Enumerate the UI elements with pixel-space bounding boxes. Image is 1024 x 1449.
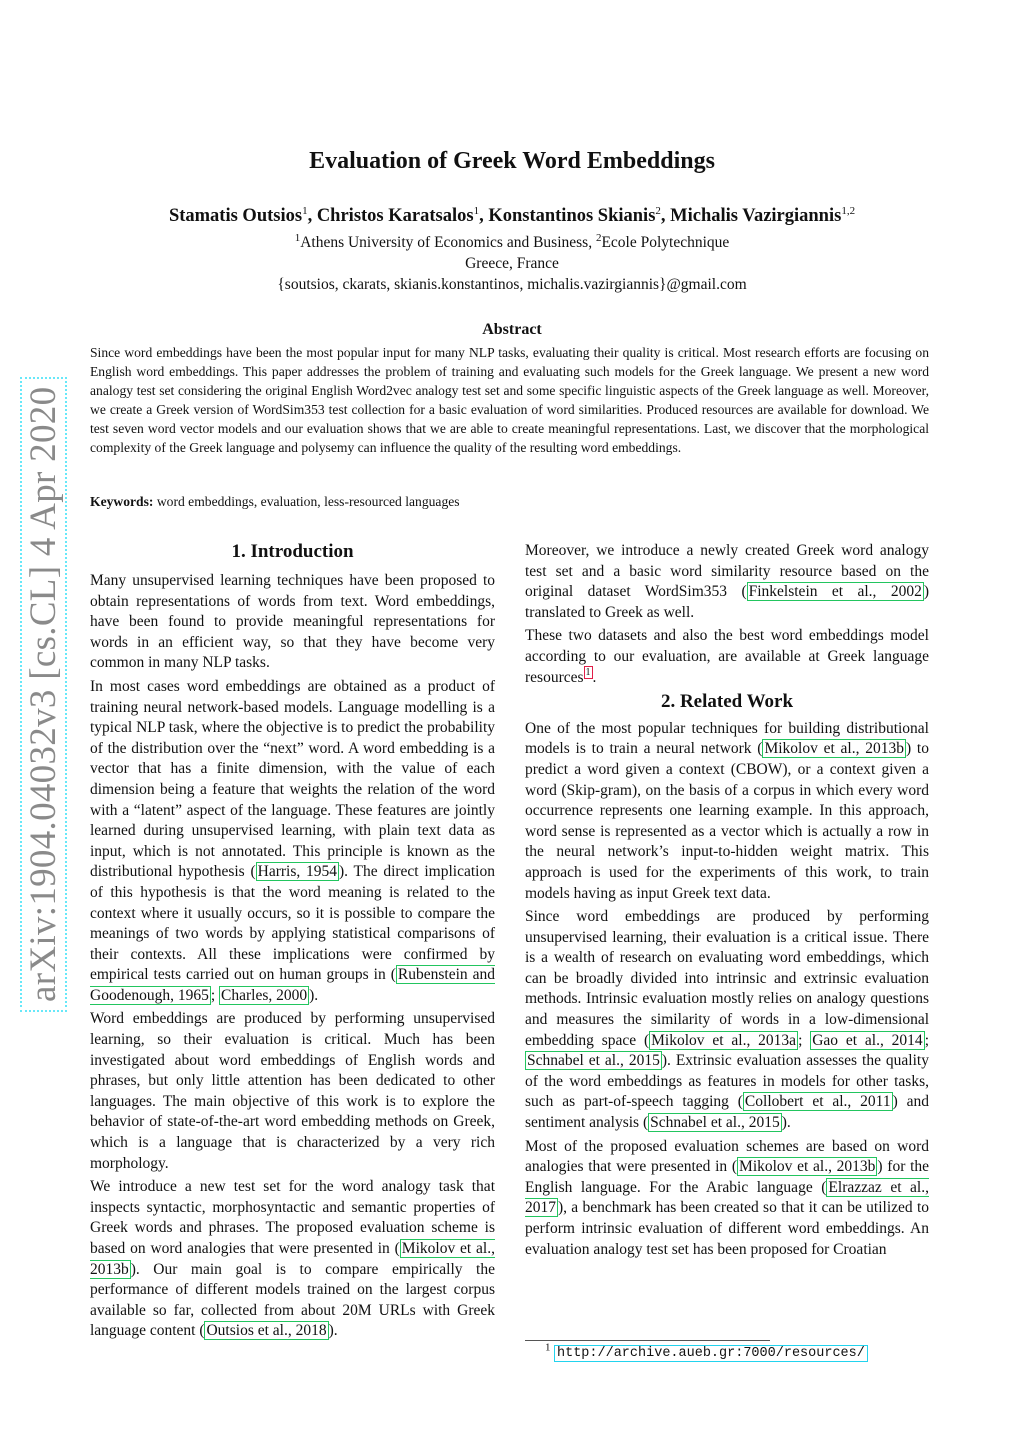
text-run: We introduce a new test set for the word analogy task that inspects syntactic, morphosyntactic and semantic properties of Greek words and phrases. The proposed evaluation scheme is based on word analogies that were presented in ( (90, 1178, 495, 1257)
citation-link[interactable]: Schnabel et al., 2015 (527, 1052, 660, 1070)
paragraph: Many unsupervised learning techniques have been proposed to obtain representations of words from text. Word embeddings, have been found to provide meaningful representations for words in an efficient way, so that they have become very common in many NLP tasks. (90, 572, 495, 672)
citation-link[interactable]: Harris, 1954 (257, 863, 337, 881)
text-run: ). (309, 986, 319, 1004)
author-affiliation-mark: 2 (655, 204, 661, 217)
citation-link[interactable]: Rubenstein and Goodenough, 1965 (90, 966, 495, 1004)
footnote-reference[interactable]: 1 (585, 667, 591, 679)
author-emails: {soutsios, ckarats, skianis.konstantinos, michalis.vazirgiannis}@gmail.com (277, 276, 747, 293)
citation-link[interactable]: Schnabel et al., 2015 (650, 1114, 780, 1132)
paragraph (525, 719, 929, 904)
citation-link[interactable]: Finkelstein et al., 2002 (748, 583, 922, 601)
section-heading-related-work: 2. Related Work (660, 691, 794, 713)
keywords (90, 494, 929, 510)
abstract-heading: Abstract (482, 321, 542, 338)
citation-link[interactable]: Collobert et al., 2011 (744, 1093, 891, 1111)
author-separator: , (307, 206, 317, 226)
paragraph (525, 626, 929, 688)
affiliation-mark: 2 (595, 231, 602, 244)
affiliation-location: Greece, France (465, 255, 559, 272)
abstract-text: Since word embeddings have been the most popular input for many NLP tasks, evaluating their quality is critical. Most research efforts are focusing on English word embeddings. This paper addresses the problem of training and evaluating such models for the Greek language. We present a new word analogy test set considering the original English Word2vec analogy test set and some specific linguistic aspects of the Greek language as well. Moreover, we create a Greek version of WordSim353 test collection for a basic evaluation of word similarities. Produced resources are available for download. We test seven word vector models and our evaluation shows that we are able to create meaningful representations. Last, we discover that the morphological complexity of the Greek language and polysemy can influence the quality of the resulting word embeddings. (90, 345, 929, 455)
text-run: . (592, 668, 597, 686)
citation-link[interactable]: Mikolov et al., 2013b (764, 740, 904, 758)
text-run: ). (781, 1114, 791, 1132)
citation-link[interactable]: Gao et al., 2014 (812, 1031, 923, 1049)
author-name: Stamatis Outsios (168, 206, 303, 226)
keywords-text: word embeddings, evaluation, less-resourced languages (153, 494, 460, 509)
text-run: ; (924, 1031, 929, 1049)
text-run: Since word embeddings are produced by performing unsupervised learning, their evaluation is a critical issue. There is a wealth of research on evaluating word embeddings, which can be broadly divided into intrinsic and extrinsic evaluation methods. Intrinsic evaluation mostly relies on analogy questions and measures the similarity of words in a low-dimensional embedding space ( (525, 908, 929, 1049)
author-separator: , (479, 206, 489, 226)
footnote-mark: 1 (545, 1341, 551, 1354)
text-run: ). The direct implication of this hypothesis is that the word meaning is related to the context where it usually occurs, so it is possible to compare the meanings of two words by applying statistical comparisons of their contexts. All these implications were confirmed by empirical tests carried out on human groups in ( (90, 863, 495, 984)
text-run: ; (798, 1031, 811, 1049)
author-separator: , (660, 206, 671, 226)
text-run: ). Extrinsic evaluation assesses the quality of the word embeddings as features in models for other tasks, such as part-of-speech tagging ( (525, 1052, 929, 1111)
text-run: ). Our main goal is to compare empirically the performance of different models trained on the largest corpus available so far, collected from about 20M URLs with Greek language content ( (90, 1260, 495, 1340)
right-column (525, 541, 929, 1263)
text-run: ), a benchmark has been created so that it can be utilized to perform intrinsic evaluation of different word embeddings. An evaluation analogy test set has been proposed for Croatian (525, 1199, 929, 1258)
text-run: These two datasets and also the best word embeddings model according to our evaluation, are available at Greek language resources (525, 627, 929, 686)
paragraph (525, 541, 929, 623)
paragraph (525, 1137, 929, 1261)
paragraph (90, 677, 495, 1007)
affiliations (0, 232, 1024, 295)
affiliation-2: Ecole Polytechnique (601, 234, 730, 251)
footnote (545, 1341, 868, 1361)
paragraph (90, 1177, 495, 1342)
author-affiliation-mark: 1 (473, 204, 480, 217)
keywords-label: Keywords: (90, 494, 154, 509)
section-heading-introduction: 1. Introduction (231, 541, 354, 562)
affiliation-1: Athens University of Economics and Business, (300, 234, 596, 251)
text-run: One of the most popular techniques for building distributional models is to train a neural network ( (525, 719, 929, 758)
text-run: Moreover, we introduce a newly created Greek word analogy test set and a basic word similarity resource based on the original dataset WordSim353 ( (525, 542, 929, 601)
author-name: Michalis Vazirgiannis (670, 206, 842, 226)
text-run: ; (210, 986, 220, 1004)
text-run: Most of the proposed evaluation schemes are based on word analogies that were presented in ( (525, 1137, 929, 1176)
author-name: Christos Karatsalos (316, 206, 474, 226)
citation-link[interactable]: Elrazzaz et al., 2017 (525, 1178, 929, 1217)
footnote-rule (525, 1340, 770, 1341)
citation-link[interactable]: Charles, 2000 (221, 986, 308, 1004)
affiliation-mark: 1 (294, 231, 301, 244)
text-run: ) translated to Greek as well. (525, 583, 929, 621)
author-list (0, 206, 1024, 227)
footnote-url-link[interactable]: http://archive.aueb.gr:7000/resources/ (554, 1345, 868, 1362)
text-run: ) and sentiment analysis ( (525, 1093, 929, 1132)
citation-link[interactable]: Mikolov et al., 2013a (651, 1031, 797, 1049)
citation-link[interactable]: Outsios et al., 2018 (206, 1322, 327, 1340)
author-affiliation-mark: 1 (302, 204, 308, 217)
paragraph (525, 907, 929, 1134)
text-run: ). (328, 1322, 338, 1340)
citation-link[interactable]: Mikolov et al., 2013b (739, 1158, 876, 1176)
arxiv-identifier[interactable]: arXiv:1904.04032v3 [cs.CL] 4 Apr 2020 (20, 377, 67, 1012)
paper-title: Evaluation of Greek Word Embeddings (309, 148, 715, 174)
citation-link[interactable]: Mikolov et al., 2013b (90, 1240, 495, 1278)
text-run: ) to predict a word given a context (CBOW), or a context given a word (Skip-gram), on the basis of a corpus in which every word occurrence represents one learning example. In this approach, word sense is represented as a vector which is actually a row in the neural network’s input-to-hidden weight matrix. This approach is used for the experiments of this work, to train models having as input Greek text data. (525, 740, 929, 902)
left-column (90, 571, 495, 1345)
author-affiliation-mark: 1,2 (841, 204, 856, 217)
paragraph: Word embeddings are produced by performing unsupervised learning, so their evaluation is critical. Much has been investigated about word embeddings of English words and phrases, but only little attention has been dedicated to other languages. The main objective of this work is to explore the behavior of state-of-the-art word embedding methods on Greek, which is a language that is characterized by a very rich morphology. (90, 1010, 495, 1172)
author-name: Konstantinos Skianis (488, 206, 656, 226)
text-run: ) for the English language. For the Arabic language ( (525, 1158, 930, 1196)
text-run: In most cases word embeddings are obtained as a product of training neural network-based models. Language modelling is a typical NLP task, where the objective is to predict the probability of the distribution over the “next” word. A word embedding is a vector that has a finite dimension, with the value of each dimension being a feature that weights the relation of the word with a “latent” aspect of the language. These features are jointly learned during unsupervised learning, with plain text data as input, which is not annotated. This principle is known as the distributional hypothesis ( (90, 677, 495, 881)
